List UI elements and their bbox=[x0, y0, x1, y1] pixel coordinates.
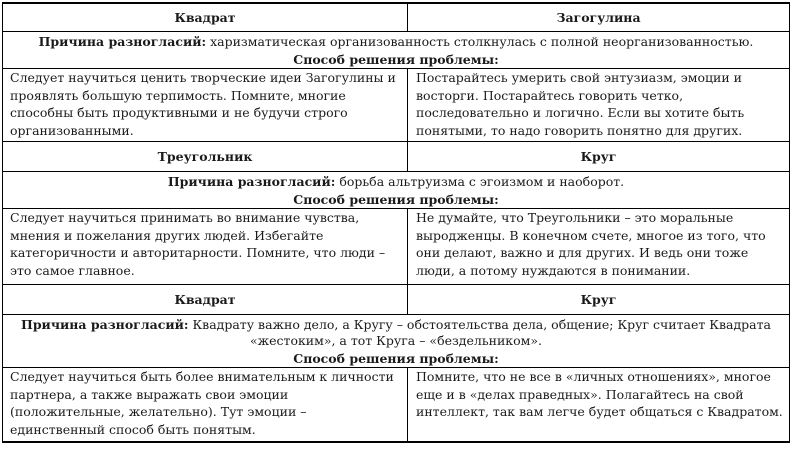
reason-row bbox=[3, 31, 789, 68]
reason-line bbox=[3, 32, 789, 51]
reason-text: борьба альтруизма с эгоизмом и наоборот. bbox=[339, 174, 625, 189]
advice-right: Помните, что не все в «личных отношениях», многое еще и в «делах праведных». Полагайтесь на свой интеллект, так вам легче будет общаться с Квадратом. bbox=[416, 369, 783, 419]
column-header-left: Треугольник bbox=[3, 142, 408, 171]
header-row bbox=[3, 141, 789, 171]
advice-left: Следует научиться быть более внимательным к личности партнера, а также выражать свои эмоции (положительные, желательно). Тут эмоции – единственный способ быть понятым. bbox=[3, 368, 408, 441]
advice-row bbox=[3, 367, 789, 441]
advice-row bbox=[3, 208, 789, 284]
advice-left: Следует научиться ценить творческие идеи Загогулины и проявлять большую терпимость. Помните, многие способны быть продуктивными и не будучи строго организованными. bbox=[3, 69, 408, 141]
comparison-table bbox=[2, 2, 790, 443]
column-header-right: Загогулина bbox=[556, 10, 641, 25]
advice-right: Не думайте, что Треугольники – это моральные выродженцы. В конечном счете, многое из того, что они делают, важно и для других. И ведь они тоже люди, а потому нуждаются в понимании. bbox=[416, 210, 766, 278]
column-header-right: Круг bbox=[580, 149, 617, 164]
column-header-left: Квадрат bbox=[3, 285, 408, 314]
header-row bbox=[3, 4, 789, 31]
advice-right: Постарайтесь умерить свой энтузиазм, эмоции и восторги. Постарайтесь говорить четко, последовательно и логично. Если вы хотите быть понятыми, то надо говорить понятно для других. bbox=[416, 70, 745, 138]
advice-left: Следует научиться принимать во внимание чувства, мнения и пожелания других людей. Избегайте категоричности и авторитарности. Помните, что люди – это самое главное. bbox=[3, 209, 408, 284]
reason-label: Причина разногласий: bbox=[167, 174, 336, 189]
reason-text: Квадрату важно дело, а Кругу – обстоятельства дела, общение; Круг считает Квадрата «жестоким», а тот Круга – «бездельником». bbox=[192, 317, 771, 348]
reason-label: Причина разногласий: bbox=[21, 317, 189, 332]
reason-line bbox=[3, 172, 789, 191]
solution-heading: Способ решения проблемы: bbox=[293, 52, 499, 67]
reason-row bbox=[3, 314, 789, 367]
solution-heading: Способ решения проблемы: bbox=[293, 351, 499, 366]
column-header-left: Квадрат bbox=[3, 4, 408, 31]
reason-label: Причина разногласий: bbox=[38, 34, 207, 49]
advice-row bbox=[3, 68, 789, 141]
reason-line bbox=[3, 315, 789, 350]
column-header-right: Круг bbox=[580, 292, 617, 307]
reason-text: харизматическая организованность столкнулась с полной неорганизованностью. bbox=[210, 34, 754, 49]
header-row bbox=[3, 284, 789, 314]
reason-row bbox=[3, 171, 789, 208]
solution-heading: Способ решения проблемы: bbox=[293, 192, 499, 207]
